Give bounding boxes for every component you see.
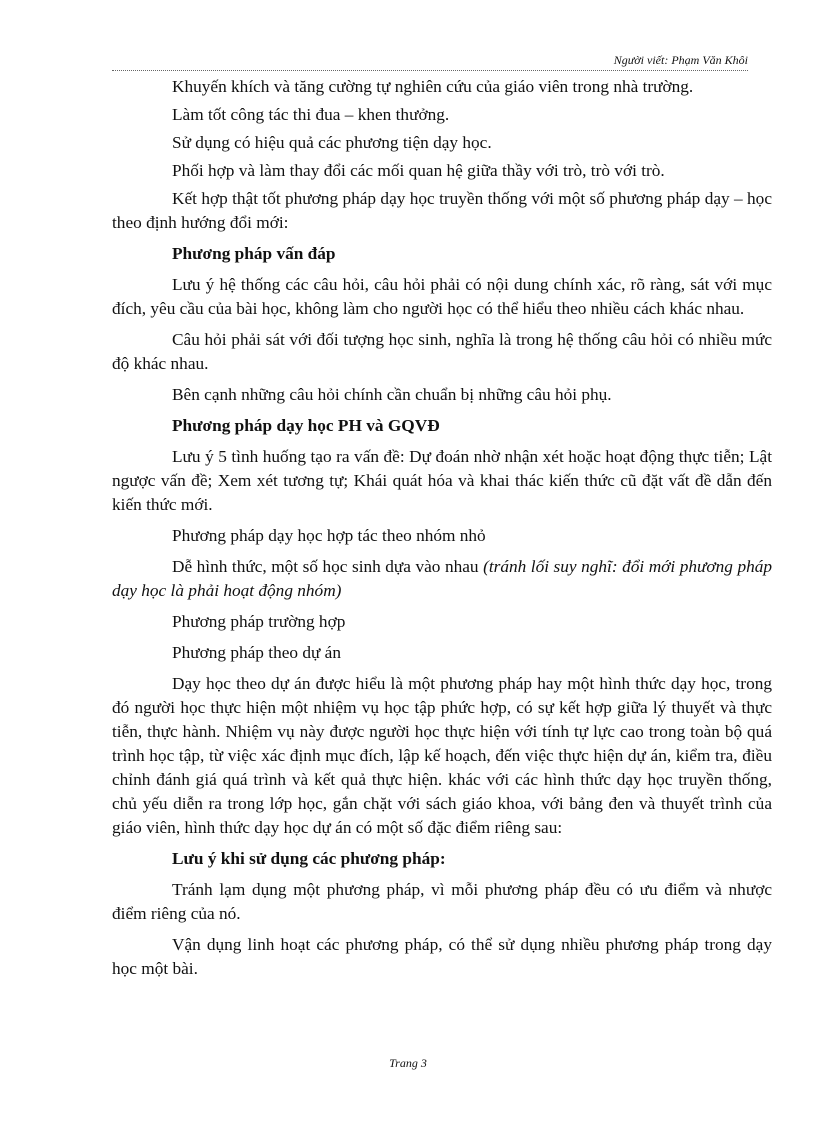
paragraph: Kết hợp thật tốt phương pháp dạy học truyền thống với một số phương pháp dạy – học theo định hướng đổi mới: (112, 189, 772, 232)
paragraph: Lưu ý hệ thống các câu hỏi, câu hỏi phải có nội dung chính xác, rõ ràng, sát với mục đích, yêu cầu của bài học, không làm cho người học có thể hiểu theo nhiều cách khác nhau. (112, 275, 772, 318)
paragraph: Phương pháp trường hợp (172, 612, 346, 631)
section-heading: Phương pháp dạy học PH và GQVĐ (172, 416, 440, 435)
paragraph-text: Dễ hình thức, một số học sinh dựa vào nhau (172, 557, 484, 576)
paragraph: Phương pháp dạy học hợp tác theo nhóm nhỏ (172, 526, 486, 545)
paragraph: Tránh lạm dụng một phương pháp, vì mỗi phương pháp đều có ưu điểm và nhược điểm riêng của nó. (112, 880, 772, 923)
paragraph: Dạy học theo dự án được hiểu là một phương pháp hay một hình thức dạy học, trong đó người học thực hiện một nhiệm vụ học tập phức hợp, có sự kết hợp giữa lý thuyết và thực tiễn, thực hành. Nhiệm vụ này được người học thực hiện với tính tự lực cao trong toàn bộ quá trình học tập, từ việc xác định mục đích, lập kế hoạch, đến việc thực hiện dự án, kiểm tra, điều chỉnh đánh giá quá trình và kết quả thực hiện. khác với các hình thức dạy học truyền thống, chủ yếu diễn ra trong lớp học, gắn chặt với sách giáo khoa, với bảng đen và thuyết trình của giáo viên, hình thức dạy học dự án có một số đặc điểm riêng sau: (112, 674, 772, 837)
page-body (112, 75, 772, 988)
paragraph: Vận dụng linh hoạt các phương pháp, có thể sử dụng nhiều phương pháp trong dạy học một bài. (112, 935, 772, 978)
header-author: Người viết: Phạm Văn Khôi (613, 53, 748, 67)
paragraph: Phối hợp và làm thay đổi các mối quan hệ giữa thầy với trò, trò với trò. (172, 161, 665, 180)
paragraph: Khuyến khích và tăng cường tự nghiên cứu của giáo viên trong nhà trường. (172, 77, 694, 96)
paragraph: Lưu ý 5 tình huống tạo ra vấn đề: Dự đoán nhờ nhận xét hoặc hoạt động thực tiễn; Lật ngược vấn đề; Xem xét tương tự; Khái quát hóa và khai thác kiến thức cũ đặt vất đề dẫn đến kiến thức mới. (112, 447, 772, 514)
italic-note: (tránh lối suy nghĩ: đổi mới phương pháp dạy học là phải hoạt động nhóm) (112, 557, 773, 600)
paragraph: Làm tốt công tác thi đua – khen thưởng. (172, 105, 450, 124)
section-heading: Phương pháp vấn đáp (172, 244, 336, 263)
paragraph-with-note (112, 555, 772, 603)
section-heading: Lưu ý khi sử dụng các phương pháp: (172, 849, 446, 868)
paragraph: Câu hỏi phải sát với đối tượng học sinh, nghĩa là trong hệ thống câu hỏi có nhiều mức độ khác nhau. (112, 330, 772, 373)
page-number: Trang 3 (389, 1056, 427, 1070)
paragraph: Phương pháp theo dự án (172, 643, 341, 662)
paragraph: Bên cạnh những câu hỏi chính cần chuẩn bị những câu hỏi phụ. (172, 385, 612, 404)
paragraph: Sử dụng có hiệu quả các phương tiện dạy học. (172, 133, 492, 152)
page-header (112, 52, 748, 71)
